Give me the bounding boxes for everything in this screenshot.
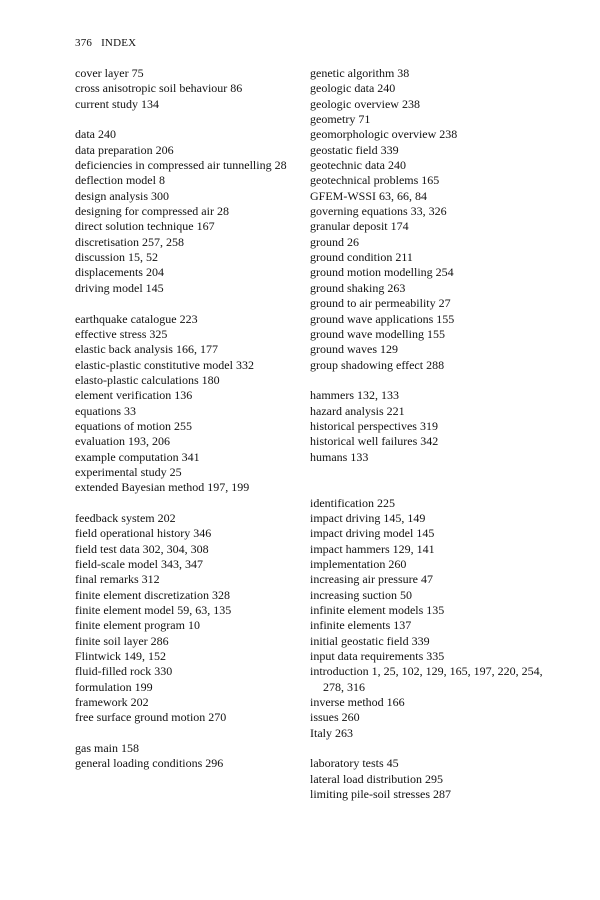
index-entry: geotechnical problems 165 bbox=[310, 173, 440, 188]
index-entry: finite element discretization 328 bbox=[75, 587, 230, 602]
index-entry: displacements 204 bbox=[75, 265, 164, 280]
index-entry: genetic algorithm 38 bbox=[310, 66, 410, 80]
index-entry: lateral load distribution 295 bbox=[310, 771, 443, 786]
index-column-right bbox=[310, 66, 545, 803]
index-entry: ground motion modelling 254 bbox=[310, 265, 454, 280]
index-entry: ground condition 211 bbox=[310, 250, 413, 265]
index-entry: geologic overview 238 bbox=[310, 96, 420, 111]
index-column-left bbox=[75, 66, 297, 772]
index-entry: granular deposit 174 bbox=[310, 219, 409, 234]
index-entry: impact hammers 129, 141 bbox=[310, 541, 435, 556]
index-entry: direct solution technique 167 bbox=[75, 219, 215, 234]
group-spacer bbox=[310, 480, 545, 495]
group-spacer bbox=[310, 465, 545, 480]
index-entry: designing for compressed air 28 bbox=[75, 204, 229, 219]
index-entry: geostatic field 339 bbox=[310, 142, 399, 157]
section-title: INDEX bbox=[101, 37, 137, 49]
index-entry: design analysis 300 bbox=[75, 188, 169, 203]
group-spacer bbox=[75, 726, 297, 741]
index-entry: limiting pile-soil stresses 287 bbox=[310, 787, 451, 802]
index-entry: earthquake catalogue 223 bbox=[75, 311, 198, 326]
index-entry: elasto-plastic calculations 180 bbox=[75, 372, 220, 387]
index-entry: historical perspectives 319 bbox=[310, 418, 438, 433]
index-entry: finite element program 10 bbox=[75, 618, 200, 633]
index-entry: group shadowing effect 288 bbox=[310, 357, 445, 372]
index-entry: field-scale model 343, 347 bbox=[75, 557, 203, 571]
index-entry: ground shaking 263 bbox=[310, 280, 406, 295]
index-entry: extended Bayesian method 197, 199 bbox=[75, 480, 250, 495]
index-entry: field test data 302, 304, 308 bbox=[75, 541, 209, 556]
group-spacer bbox=[75, 296, 297, 311]
index-entry: gas main 158 bbox=[75, 741, 139, 756]
index-entry: final remarks 312 bbox=[75, 572, 160, 587]
index-entry: identification 225 bbox=[310, 495, 395, 510]
index-entry: GFEM-WSSI 63, 66, 84 bbox=[310, 188, 428, 203]
index-entry: geometry 71 bbox=[310, 112, 371, 127]
index-entry: finite soil layer 286 bbox=[75, 633, 169, 648]
index-entry: fluid-filled rock 330 bbox=[75, 664, 173, 679]
index-entry: laboratory tests 45 bbox=[310, 756, 399, 771]
index-entry: Flintwick 149, 152 bbox=[75, 649, 167, 664]
index-entry: feedback system 202 bbox=[75, 510, 176, 525]
index-entry: initial geostatic field 339 bbox=[310, 633, 430, 648]
index-entry: infinite element models 135 bbox=[310, 603, 445, 618]
index-entry: cover layer 75 bbox=[75, 66, 144, 80]
index-entry: input data requirements 335 bbox=[310, 649, 445, 664]
index-entry: ground 26 bbox=[310, 234, 359, 249]
index-entry: cross anisotropic soil behaviour 86 bbox=[75, 81, 243, 96]
index-entry: example computation 341 bbox=[75, 449, 200, 464]
index-entry: ground to air permeability 27 bbox=[310, 296, 451, 311]
index-entry: increasing air pressure 47 bbox=[310, 572, 433, 587]
index-entry: issues 260 bbox=[310, 710, 360, 725]
index-entry: discretisation 257, 258 bbox=[75, 234, 184, 249]
index-entry: geomorphologic overview 238 bbox=[310, 127, 458, 142]
group-spacer bbox=[75, 112, 297, 127]
index-entry: geotechnic data 240 bbox=[310, 158, 406, 173]
index-entry: inverse method 166 bbox=[310, 695, 405, 710]
running-header bbox=[75, 37, 136, 49]
index-entry: evaluation 193, 206 bbox=[75, 434, 170, 449]
index-entry: finite element model 59, 63, 135 bbox=[75, 603, 232, 618]
index-entry: experimental study 25 bbox=[75, 464, 182, 479]
index-entry: infinite elements 137 bbox=[310, 618, 412, 633]
index-entry: equations 33 bbox=[75, 403, 136, 418]
index-entry: Italy 263 bbox=[310, 725, 353, 740]
index-entry: hammers 132, 133 bbox=[310, 388, 399, 403]
index-entry: governing equations 33, 326 bbox=[310, 204, 447, 219]
index-entry: ground wave modelling 155 bbox=[310, 326, 445, 341]
index-entry: equations of motion 255 bbox=[75, 418, 192, 433]
index-entry: impact driving model 145 bbox=[310, 526, 435, 541]
index-entry: deficiencies in compressed air tunnelling 28 bbox=[75, 158, 287, 173]
index-entry: impact driving 145, 149 bbox=[310, 510, 426, 525]
index-entry: historical well failures 342 bbox=[310, 434, 439, 449]
index-entry: elastic back analysis 166, 177 bbox=[75, 342, 218, 357]
page-number: 376 bbox=[75, 37, 93, 49]
index-entry: geologic data 240 bbox=[310, 81, 396, 96]
index-entry: formulation 199 bbox=[75, 679, 153, 694]
index-entry: data preparation 206 bbox=[75, 142, 174, 157]
index-entry: deflection model 8 bbox=[75, 173, 165, 188]
index-entry: humans 133 bbox=[310, 449, 369, 464]
index-entry: implementation 260 bbox=[310, 557, 407, 571]
group-spacer bbox=[310, 373, 545, 388]
index-entry: current study 134 bbox=[75, 96, 159, 111]
index-entry: increasing suction 50 bbox=[310, 587, 412, 602]
index-entry: free surface ground motion 270 bbox=[75, 710, 227, 725]
index-entry: field operational history 346 bbox=[75, 526, 212, 541]
index-entry: element verification 136 bbox=[75, 388, 193, 403]
group-spacer bbox=[75, 496, 297, 511]
group-spacer bbox=[310, 741, 545, 756]
index-entry: driving model 145 bbox=[75, 280, 164, 295]
index-entry: discussion 15, 52 bbox=[75, 250, 159, 265]
index-entry: general loading conditions 296 bbox=[75, 756, 224, 771]
index-entry: effective stress 325 bbox=[75, 326, 168, 341]
index-entry: data 240 bbox=[75, 127, 116, 142]
index-entry: hazard analysis 221 bbox=[310, 403, 405, 418]
index-entry: ground wave applications 155 bbox=[310, 311, 455, 326]
index-entry: framework 202 bbox=[75, 695, 149, 710]
index-entry: ground waves 129 bbox=[310, 342, 398, 357]
index-entry: introduction 1, 25, 102, 129, 165, 197, 220, 254, 278, 316 bbox=[310, 664, 543, 694]
index-entry: elastic-plastic constitutive model 332 bbox=[75, 357, 254, 372]
